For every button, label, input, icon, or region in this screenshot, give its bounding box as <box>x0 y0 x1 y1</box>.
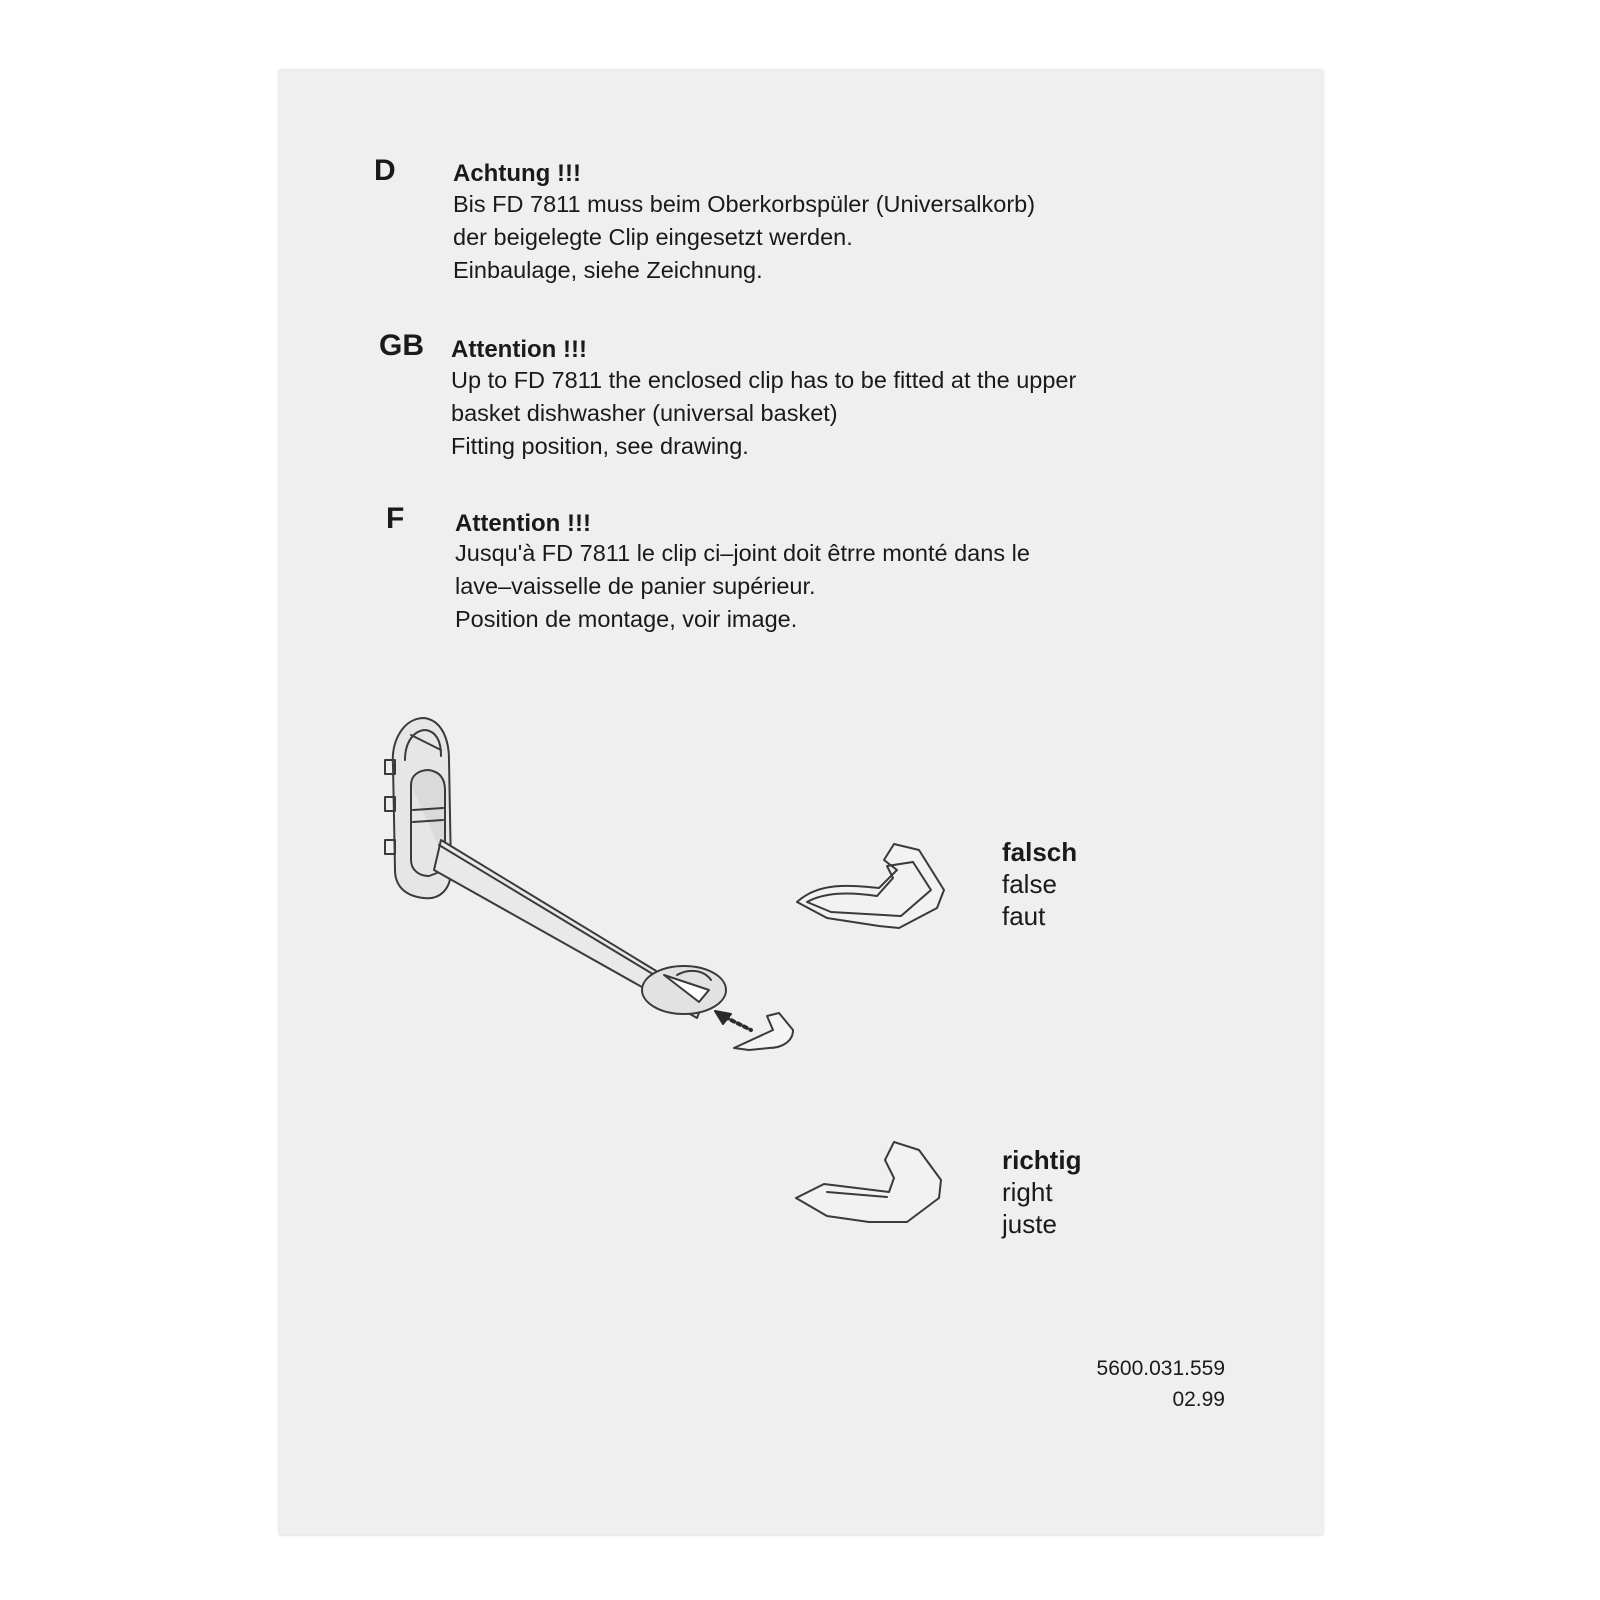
language-code-gb: GB <box>379 329 424 362</box>
clip-correct-orientation <box>796 1142 941 1222</box>
label-wrong <box>1002 836 1077 932</box>
body-line: der beigelegte Clip eingesetzt werden. <box>453 224 853 250</box>
installation-drawing <box>279 70 1323 1535</box>
instruction-sheet <box>279 70 1323 1535</box>
body-line: Bis FD 7811 muss beim Oberkorbspüler (Universalkorb) <box>453 191 1036 217</box>
body-line: Position de montage, voir image. <box>455 606 798 632</box>
label-wrong-en: false <box>1002 869 1057 899</box>
body-line: Up to FD 7811 the enclosed clip has to be fitted at the upper <box>451 367 1077 393</box>
label-right-de: richtig <box>1002 1145 1082 1175</box>
section-heading-gb: Attention !!! <box>451 336 587 363</box>
label-right-fr: juste <box>1002 1209 1057 1239</box>
clip-wrong-orientation <box>797 844 944 928</box>
label-wrong-fr: faut <box>1002 901 1046 931</box>
body-line: basket dishwasher (universal basket) <box>451 400 838 426</box>
label-wrong-de: falsch <box>1002 837 1078 867</box>
revision-date: 02.99 <box>1172 1388 1225 1411</box>
insert-arrow <box>715 1011 751 1030</box>
body-line: Einbaulage, siehe Zeichnung. <box>453 257 763 283</box>
section-heading-fr: Attention !!! <box>455 510 591 537</box>
section-heading-de: Achtung !!! <box>453 160 581 187</box>
label-right <box>1002 1144 1081 1240</box>
mounting-disc <box>642 966 726 1014</box>
document-footer <box>1097 1353 1225 1415</box>
part-number: 5600.031.559 <box>1096 1357 1225 1380</box>
language-code-de: D <box>374 154 396 187</box>
body-line: Fitting position, see drawing. <box>451 433 749 459</box>
label-right-en: right <box>1002 1177 1053 1207</box>
language-code-fr: F <box>386 502 405 535</box>
body-line: Jusqu'à FD 7811 le clip ci–joint doit êtrre monté dans le <box>455 540 1030 566</box>
small-clip <box>734 1013 793 1050</box>
body-line: lave–vaisselle de panier supérieur. <box>455 573 816 599</box>
